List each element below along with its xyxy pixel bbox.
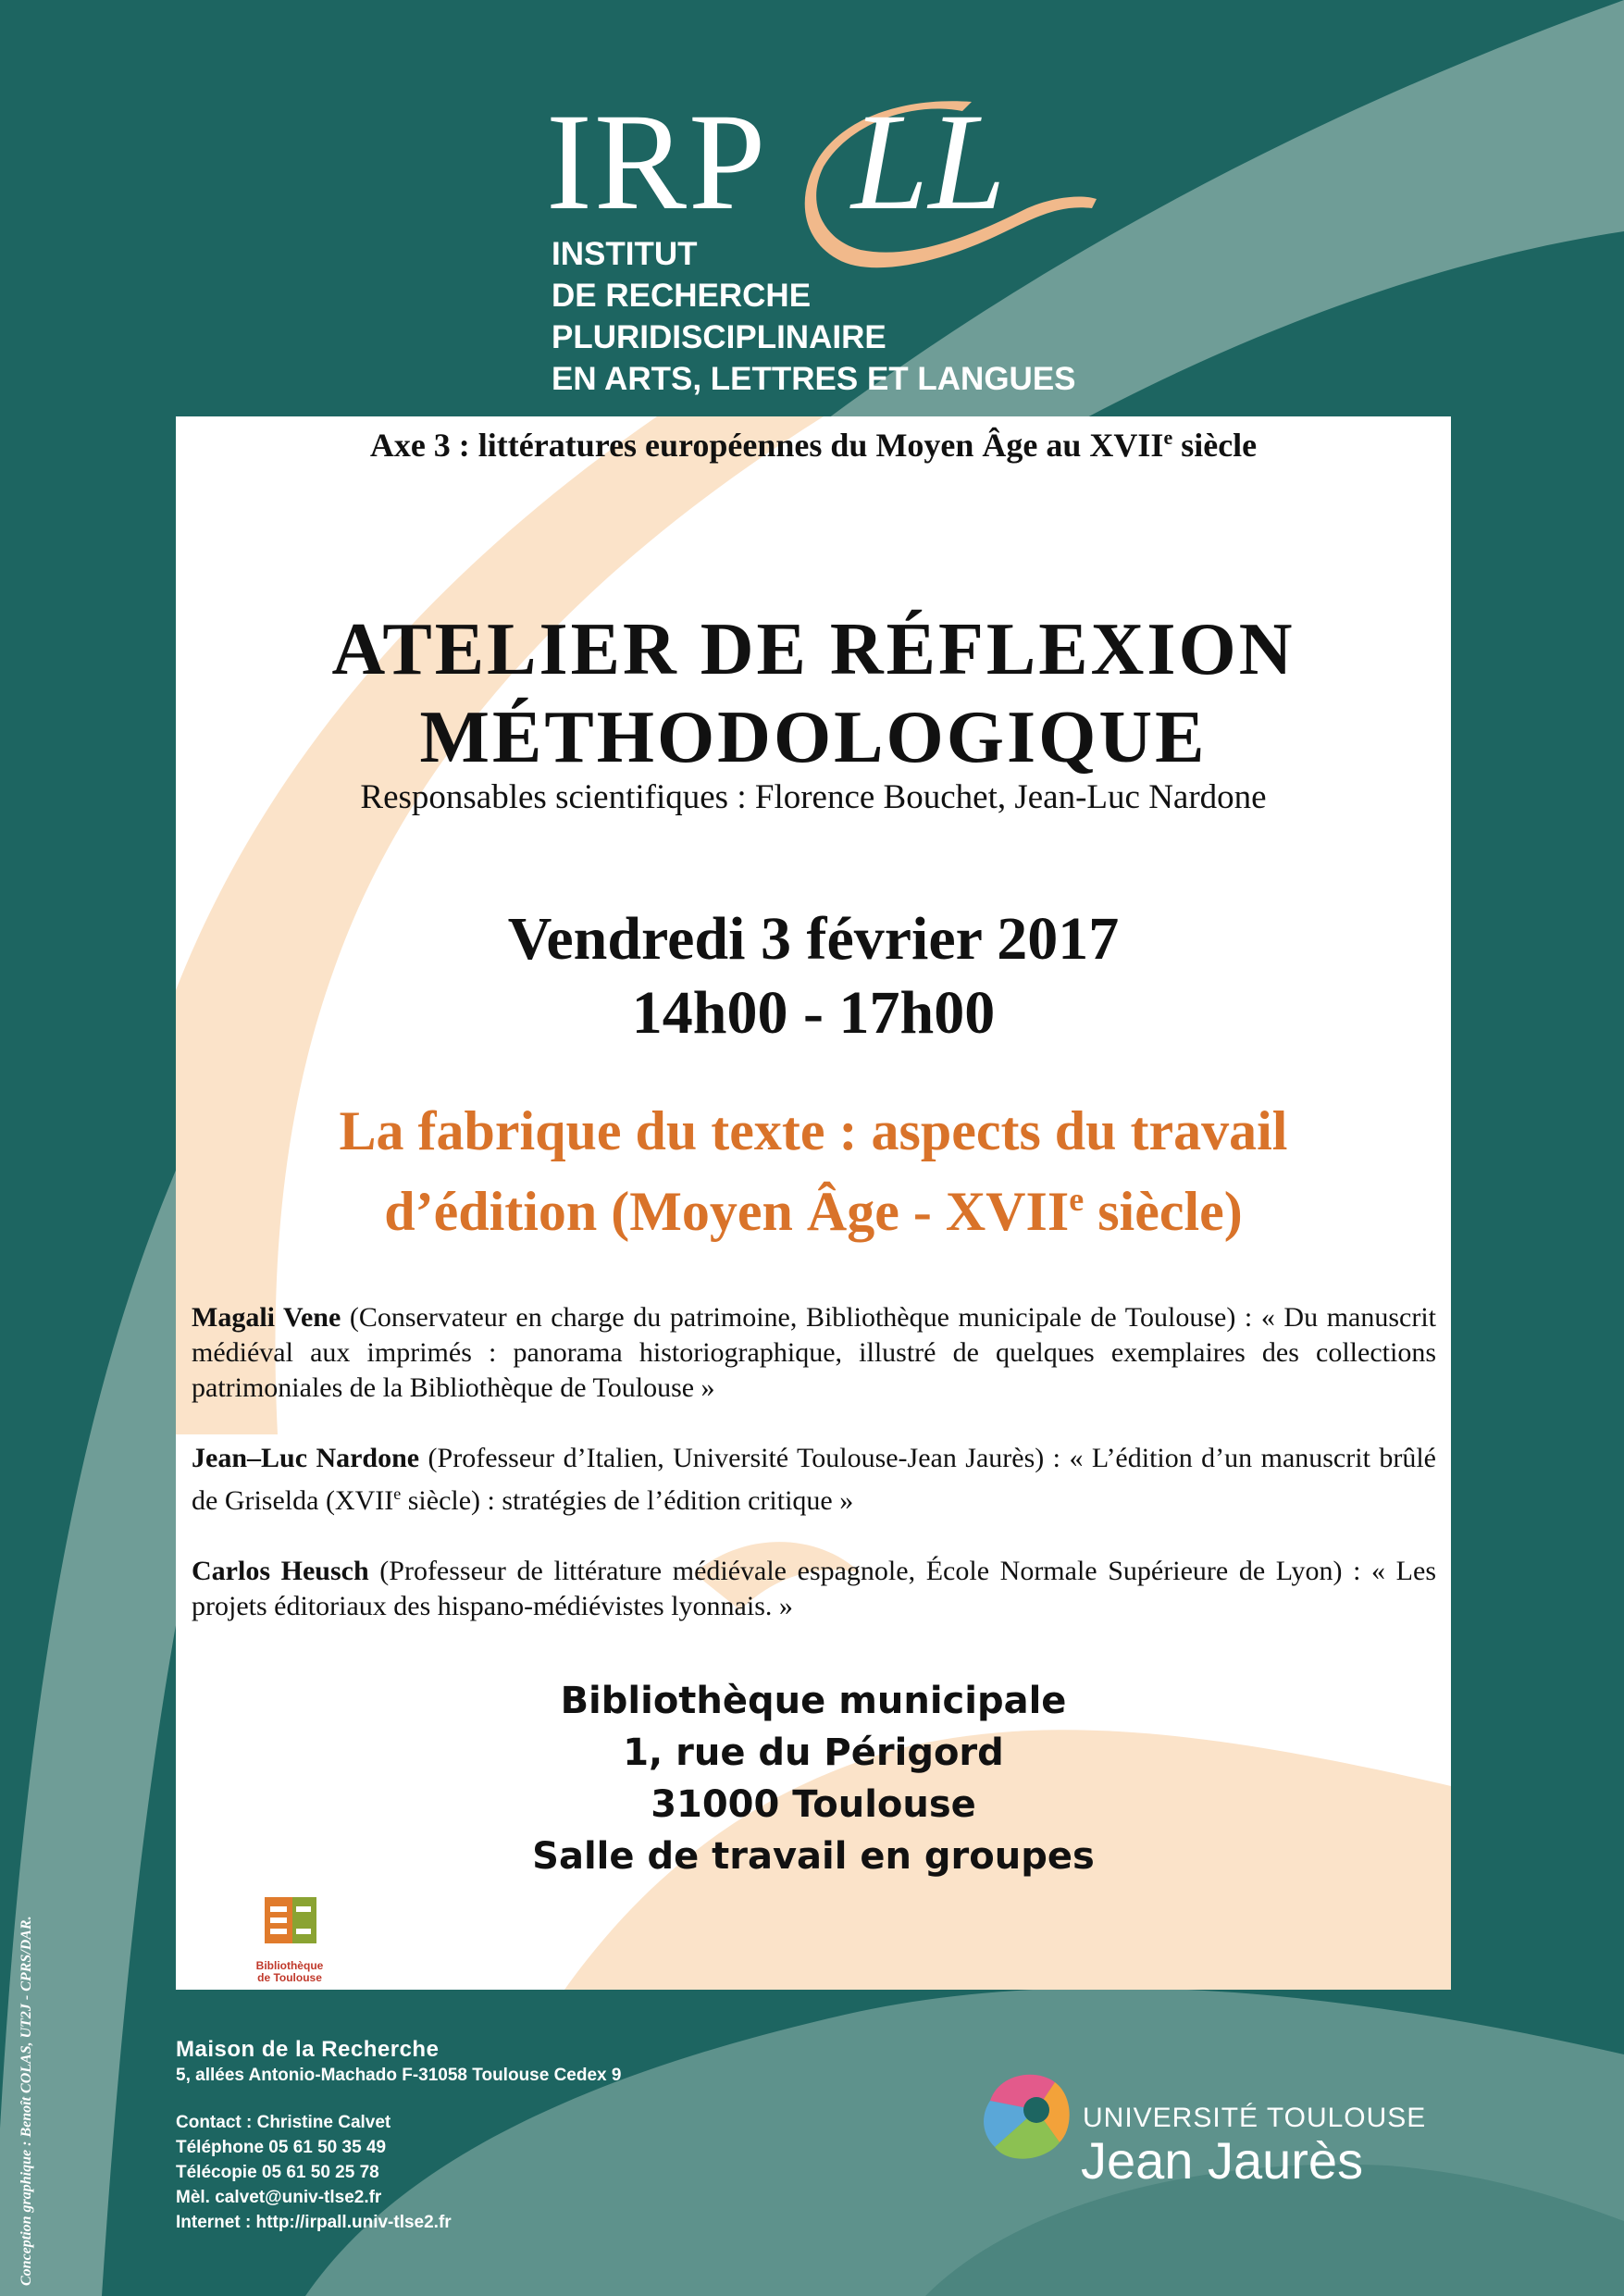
event-title-line: ATELIER DE RÉFLEXION (331, 609, 1295, 690)
university-logo (981, 2064, 1462, 2203)
talk-item: Jean–Luc Nardone (Professeur d’Italien, Université Toulouse-Jean Jaurès) : « L’édition d’un manuscrit brûlé de Griselda (XVIIe siècle) : stratégies de l’édition critique » (192, 1443, 1436, 1516)
university-name-line1: UNIVERSITÉ TOULOUSE (1083, 2103, 1427, 2133)
footer-title: Maison de la Recherche (176, 2037, 440, 2062)
logo-line: DE RECHERCHE (552, 278, 812, 314)
footer-fax: Télécopie 05 61 50 25 78 (176, 2163, 379, 2182)
subtitle-line: d’édition (Moyen Âge - XVIIe siècle) (384, 1181, 1243, 1242)
speaker-name: Jean–Luc Nardone (192, 1443, 420, 1473)
logo-ll: LL (851, 85, 1006, 239)
talk-list (192, 1300, 1436, 1659)
bibliotheque-logo-icon (192, 1879, 387, 1962)
axis-heading: Axe 3 : littératures européennes du Moyen Âge au XVIIe siècle (369, 426, 1258, 464)
footer-contact-name: Contact : Christine Calvet (176, 2113, 391, 2132)
talk-item: Magali Vene (Conservateur en charge du patrimoine, Bibliothèque municipale de Toulouse) : « Du manuscrit médiéval aux imprimés : panorama historiographique, illustré de quelques exemplaires des collections patrimoniales de la Bibliothèque de Toulouse » (192, 1302, 1436, 1403)
content-card (176, 416, 1451, 1990)
footer-contact (176, 2036, 621, 2235)
event-title (176, 606, 1451, 782)
speaker-name: Carlos Heusch (192, 1556, 369, 1586)
footer-phone: Téléphone 05 61 50 35 49 (176, 2138, 387, 2157)
subtitle-line: La fabrique du texte : aspects du travail (339, 1100, 1288, 1161)
speaker-name: Magali Vene (192, 1302, 341, 1333)
event-subtitle (176, 1097, 1451, 1246)
bibliotheque-logo-text: Bibliothèque de Toulouse (255, 1959, 324, 1984)
bibliotheque-logo (192, 1879, 387, 1990)
logo-subtitle (552, 233, 1076, 400)
event-time: 14h00 - 17h00 (631, 979, 996, 1047)
logo-word: IRP (546, 85, 768, 239)
venue-line: 31000 Toulouse (651, 1783, 976, 1826)
venue-line: Bibliothèque municipale (560, 1680, 1067, 1722)
university-name-line2: Jean Jaurès (1081, 2131, 1364, 2190)
event-title-line: MÉTHODOLOGIQUE (419, 697, 1208, 778)
logo-line: INSTITUT (552, 236, 698, 272)
footer-website: Internet : http://irpall.univ-tlse2.fr (176, 2213, 452, 2232)
event-date (176, 902, 1451, 1050)
talk-item: Carlos Heusch (Professeur de littérature médiévale espagnole, École Normale Supérieure de Lyon) : « Les projets éditoriaux des hispano-médiévistes lyonnais. » (192, 1556, 1436, 1621)
irpall-logo (546, 85, 1101, 398)
university-logo-icon (981, 2064, 1083, 2184)
venue-line: Salle de travail en groupes (532, 1835, 1095, 1878)
venue-line: 1, rue du Périgord (623, 1731, 1004, 1774)
scientific-leads: Responsables scientifiques : Florence Bouchet, Jean-Luc Nardone (360, 778, 1267, 816)
footer-address: 5, allées Antonio-Machado F-31058 Toulouse Cedex 9 (176, 2066, 622, 2085)
logo-line: PLURIDISCIPLINAIRE (552, 319, 886, 355)
footer-email: Mèl. calvet@univ-tlse2.fr (176, 2188, 382, 2207)
design-credit: Conception graphique : Benoît COLAS, UT2J - CPRS/DAR. (19, 1916, 34, 2286)
event-day: Vendredi 3 février 2017 (507, 905, 1120, 973)
logo-line: EN ARTS, LETTRES ET LANGUES (552, 361, 1076, 397)
venue-block (176, 1675, 1451, 1882)
